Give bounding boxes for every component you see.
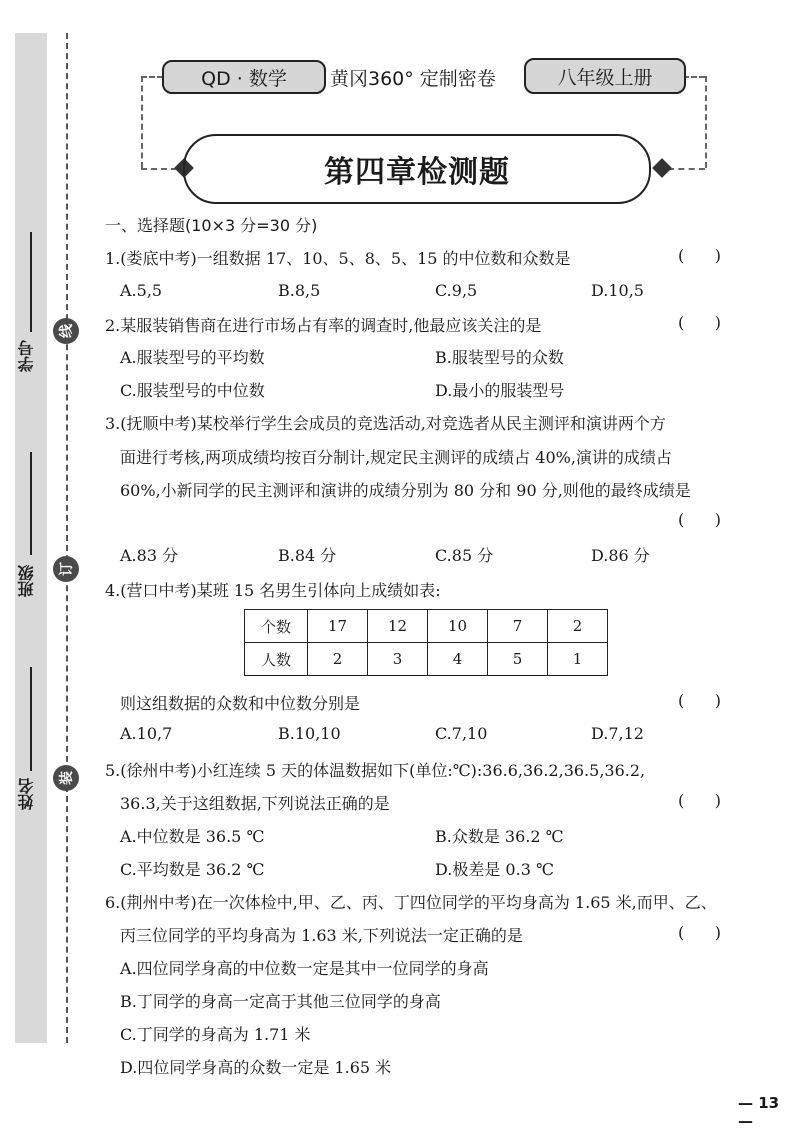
header-dash-left-bottom — [141, 168, 177, 170]
q6-option-b: B.丁同学的身高一定高于其他三位同学的身高 — [120, 992, 441, 1011]
question-4-prompt: 则这组数据的众数和中位数分别是 — [120, 694, 361, 713]
q2-option-d: D.最小的服装型号 — [435, 381, 565, 400]
question-6-line-1: 6.(荆州中考)在一次体检中,甲、乙、丙、丁四位同学的平均身高为 1.65 米,而甲、乙、 — [105, 893, 717, 912]
pullup-table — [244, 609, 608, 676]
section-title: 一、选择题(10×3 分=30 分) — [105, 216, 318, 235]
header-dash-left — [141, 76, 163, 78]
subject-pill: QD · 数学 — [162, 60, 326, 94]
question-4-stem: 4.(营口中考)某班 15 名男生引体向上成绩如表: — [105, 581, 441, 600]
name-label: 姓名 — [17, 778, 36, 810]
q3-option-d: D.86 分 — [591, 546, 650, 565]
q1-option-c: C.9,5 — [435, 281, 478, 300]
q3-option-c: C.85 分 — [435, 546, 494, 565]
question-3-line-3: 60%,小新同学的民主测评和演讲的成绩分别为 80 分和 90 分,则他的最终成绩是 — [120, 481, 691, 500]
q6-option-d: D.四位同学身高的众数一定是 1.65 米 — [120, 1058, 392, 1077]
q2-option-c: C.服装型号的中位数 — [120, 381, 265, 400]
q4-option-b: B.10,10 — [278, 724, 341, 743]
title-diamond-right — [652, 158, 672, 178]
answer-blank-5[interactable]: ( ) — [678, 791, 721, 810]
table-cell: 2 — [548, 610, 608, 643]
bind-mark-zhuang: 装 — [53, 765, 79, 791]
class-label: 班级 — [17, 565, 36, 597]
table-cell: 3 — [368, 643, 428, 676]
bind-mark-xian: 线 — [53, 318, 79, 344]
question-2-stem: 2.某服装销售商在进行市场占有率的调查时,他最应该关注的是 — [105, 316, 542, 335]
table-cell: 17 — [308, 610, 368, 643]
question-3-line-2: 面进行考核,两项成绩均按百分制计,规定民主测评的成绩占 40%,演讲的成绩占 — [120, 448, 672, 467]
q2-option-a: A.服装型号的平均数 — [120, 348, 265, 367]
q5-option-d: D.极差是 0.3 ℃ — [435, 860, 554, 879]
q5-option-c: C.平均数是 36.2 ℃ — [120, 860, 265, 879]
page-number: — 13 — — [738, 1094, 780, 1130]
question-3-line-1: 3.(抚顺中考)某校举行学生会成员的竞选活动,对竞选者从民主测评和演讲两个方 — [105, 414, 666, 433]
answer-blank-1[interactable]: ( ) — [678, 246, 721, 265]
table-row-label: 人数 — [245, 643, 308, 676]
q1-option-b: B.8,5 — [278, 281, 321, 300]
header-dash-right-bottom — [668, 168, 705, 170]
q4-option-c: C.7,10 — [435, 724, 488, 743]
q2-option-b: B.服装型号的众数 — [435, 348, 564, 367]
q6-option-a: A.四位同学身高的中位数一定是其中一位同学的身高 — [120, 959, 489, 978]
question-6-line-2: 丙三位同学的平均身高为 1.63 米,下列说法一定正确的是 — [120, 926, 523, 945]
q5-option-a: A.中位数是 36.5 ℃ — [120, 827, 265, 846]
q1-option-a: A.5,5 — [120, 281, 163, 300]
header-dash-right — [683, 76, 705, 78]
chapter-title: 第四章检测题 — [183, 134, 651, 204]
table-row — [245, 610, 608, 643]
table-row-label: 个数 — [245, 610, 308, 643]
table-cell: 5 — [488, 643, 548, 676]
class-blank — [30, 452, 32, 555]
answer-blank-2[interactable]: ( ) — [678, 313, 721, 332]
q6-option-c: C.丁同学的身高为 1.71 米 — [120, 1025, 311, 1044]
q3-option-b: B.84 分 — [278, 546, 337, 565]
table-cell: 10 — [428, 610, 488, 643]
answer-blank-4[interactable]: ( ) — [678, 691, 721, 710]
grade-pill: 八年级上册 — [524, 58, 686, 94]
q3-option-a: A.83 分 — [120, 546, 179, 565]
table-cell: 7 — [488, 610, 548, 643]
binding-cut-line — [66, 33, 68, 1043]
question-1-stem: 1.(娄底中考)一组数据 17、10、5、8、5、15 的中位数和众数是 — [105, 249, 571, 268]
q5-option-b: B.众数是 36.2 ℃ — [435, 827, 564, 846]
q4-option-d: D.7,12 — [591, 724, 644, 743]
question-5-line-2: 36.3,关于这组数据,下列说法正确的是 — [120, 794, 390, 813]
table-cell: 12 — [368, 610, 428, 643]
student-id-blank — [30, 232, 32, 332]
q4-option-a: A.10,7 — [120, 724, 173, 743]
q1-option-d: D.10,5 — [591, 281, 644, 300]
header-dash-right-vertical — [705, 76, 707, 168]
question-5-line-1: 5.(徐州中考)小红连续 5 天的体温数据如下(单位:℃):36.6,36.2,36.5,36.2, — [105, 761, 646, 780]
bind-mark-ding: 订 — [53, 556, 79, 582]
table-cell: 4 — [428, 643, 488, 676]
table-cell: 1 — [548, 643, 608, 676]
answer-blank-6[interactable]: ( ) — [678, 923, 721, 942]
answer-blank-3[interactable]: ( ) — [678, 510, 721, 529]
name-blank — [30, 667, 32, 771]
student-id-label: 学号 — [17, 340, 36, 372]
table-row — [245, 643, 608, 676]
header-dash-left-vertical — [141, 76, 143, 168]
series-title: 黄冈360° 定制密卷 — [330, 68, 496, 90]
table-cell: 2 — [308, 643, 368, 676]
